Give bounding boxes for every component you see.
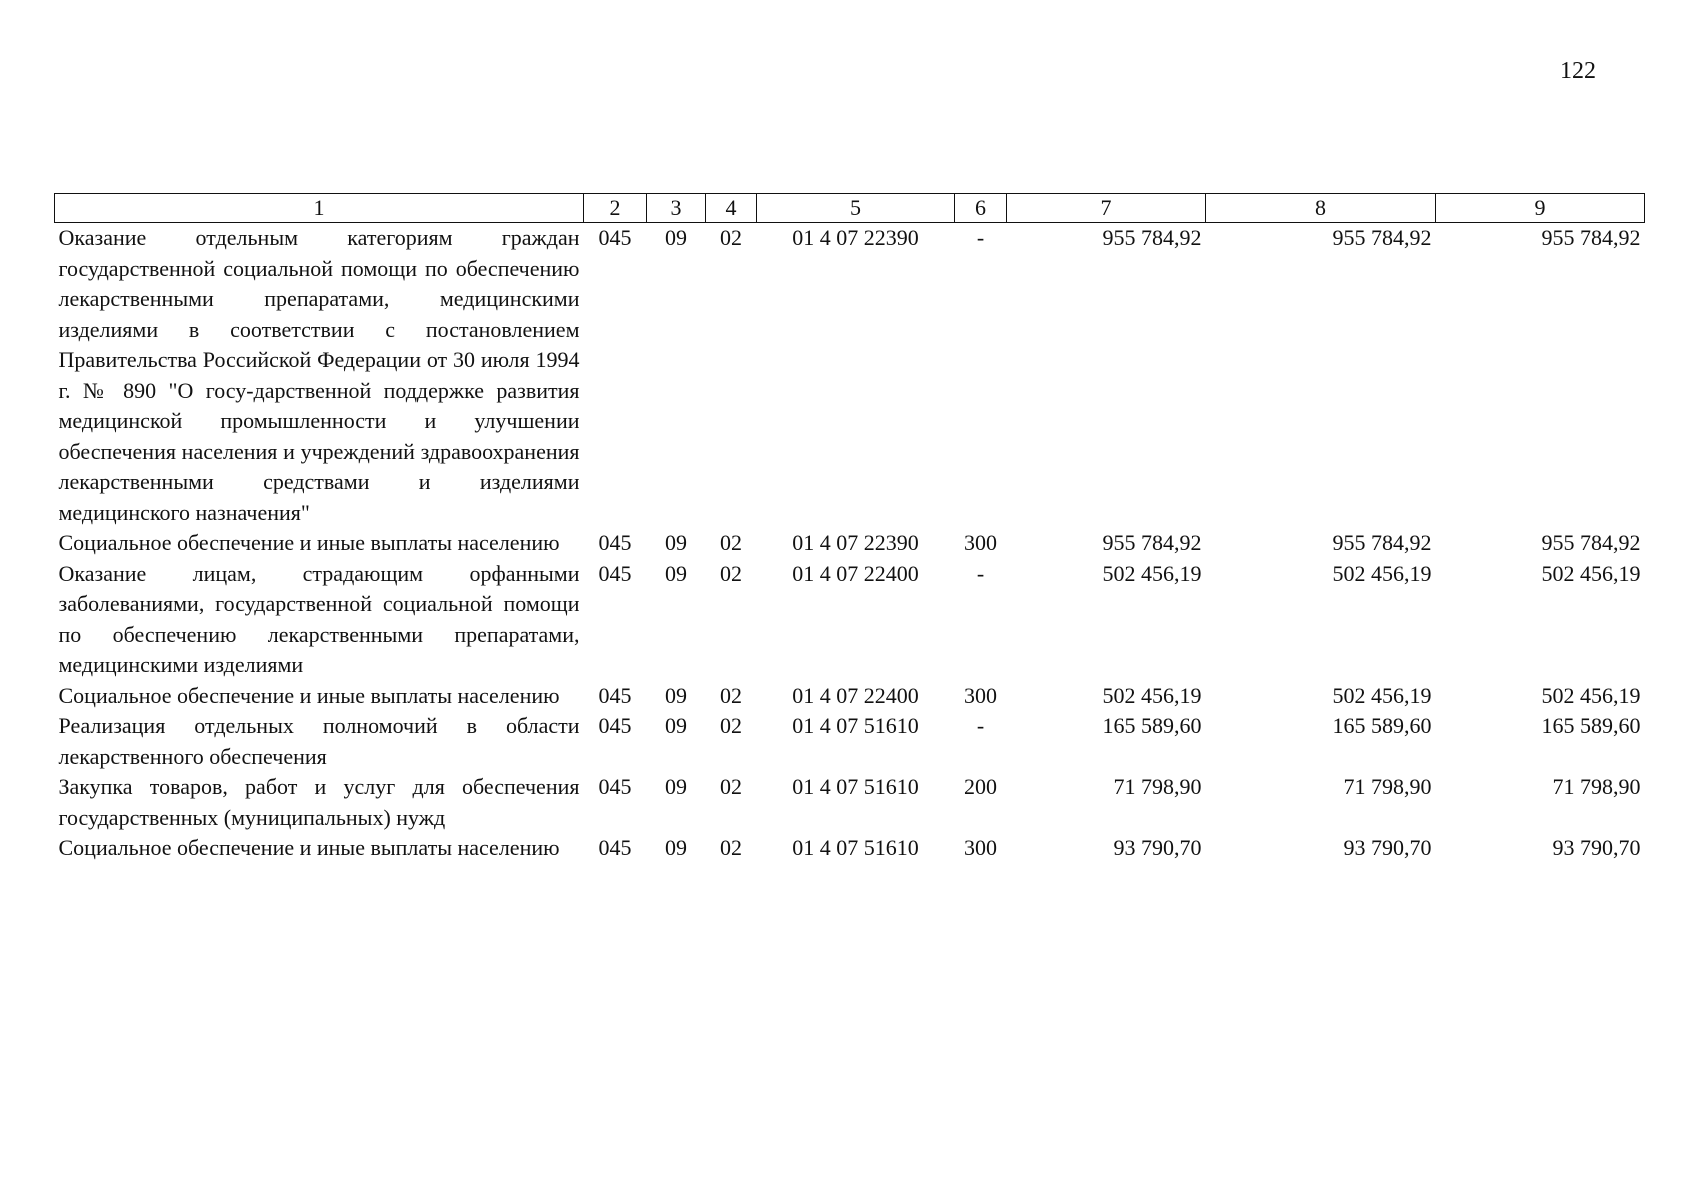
cell-subsection: 02 [720,225,742,250]
cell-subsection: 02 [720,560,742,586]
cell-target-article: 01 4 07 51610 [792,774,919,799]
cell-amount-7: 165 589,60 [1102,713,1202,738]
table-row [55,223,1645,529]
cell-target-article: 01 4 07 22390 [792,530,919,555]
cell-amount-7: 955 784,92 [1102,530,1202,555]
cell-amount-7: 502 456,19 [1102,682,1202,708]
cell-target-article: 01 4 07 22390 [792,225,919,250]
cell-admin-code: 045 [598,774,632,799]
header-row [55,194,1645,223]
cell-admin-code: 045 [598,225,632,250]
cell-amount-8: 502 456,19 [1332,560,1432,586]
budget-table [54,193,1645,864]
table-row [55,559,1645,681]
cell-amount-8: 955 784,92 [1332,225,1432,250]
cell-amount-9: 93 790,70 [1552,835,1641,860]
table-row [55,772,1645,833]
cell-section: 09 [665,682,687,708]
row-description: Социальное обеспечение и иные выплаты населению [58,835,560,860]
cell-subsection: 02 [720,713,742,738]
cell-target-article: 01 4 07 22400 [792,682,919,708]
row-description: Социальное обеспечение и иные выплаты населению [58,530,560,555]
page-number: 122 [1560,58,1596,84]
cell-subsection: 02 [720,530,742,555]
cell-amount-8: 502 456,19 [1332,682,1432,708]
cell-subsection: 02 [720,682,742,708]
cell-amount-8: 93 790,70 [1343,835,1432,860]
cell-expense-type: - [976,225,985,250]
cell-subsection: 02 [720,835,742,860]
table-row [55,528,1645,559]
column-header: 7 [1007,194,1206,223]
cell-section: 09 [665,530,687,555]
cell-expense-type: 300 [964,835,997,860]
cell-amount-7: 502 456,19 [1102,560,1202,586]
column-header: 4 [706,194,757,223]
cell-amount-9: 502 456,19 [1541,682,1641,708]
row-description: Закупка товаров, работ и услуг для обеспечения государственных (муниципальных) нужд [58,774,580,830]
cell-expense-type: - [976,560,985,586]
row-description: Оказание лицам, страдающим орфанными заболеваниями, государственной социальной помощи по обеспечению лекарственными препаратами, медицинскими изделиями [58,560,580,677]
table-row [55,681,1645,712]
cell-amount-7: 71 798,90 [1113,774,1202,799]
cell-section: 09 [665,225,687,250]
row-description: Социальное обеспечение и иные выплаты населению [58,682,560,708]
cell-admin-code: 045 [598,835,632,860]
cell-section: 09 [665,835,687,860]
cell-amount-8: 165 589,60 [1332,713,1432,738]
cell-subsection: 02 [720,774,742,799]
cell-amount-8: 71 798,90 [1343,774,1432,799]
column-header: 2 [584,194,647,223]
cell-target-article: 01 4 07 51610 [792,713,919,738]
cell-amount-9: 71 798,90 [1552,774,1641,799]
cell-admin-code: 045 [598,530,632,555]
cell-expense-type: 200 [964,774,997,799]
column-header: 1 [55,194,584,223]
cell-amount-8: 955 784,92 [1332,530,1432,555]
column-header: 3 [647,194,706,223]
cell-target-article: 01 4 07 51610 [792,835,919,860]
cell-amount-7: 955 784,92 [1102,225,1202,250]
cell-section: 09 [665,713,687,738]
cell-amount-9: 955 784,92 [1541,530,1641,555]
cell-admin-code: 045 [598,713,632,738]
row-description: Реализация отдельных полномочий в области лекарственного обеспечения [58,713,580,769]
column-header: 6 [955,194,1007,223]
cell-expense-type: - [976,713,985,738]
cell-amount-7: 93 790,70 [1113,835,1202,860]
table-row [55,833,1645,864]
cell-target-article: 01 4 07 22400 [792,560,919,586]
cell-amount-9: 165 589,60 [1541,713,1641,738]
column-header: 9 [1436,194,1645,223]
cell-section: 09 [665,774,687,799]
cell-amount-9: 502 456,19 [1541,560,1641,586]
column-header: 8 [1206,194,1436,223]
cell-amount-9: 955 784,92 [1541,225,1641,250]
column-header: 5 [757,194,955,223]
cell-section: 09 [665,560,687,586]
cell-admin-code: 045 [598,560,632,586]
cell-admin-code: 045 [598,682,632,708]
table-row [55,711,1645,772]
cell-expense-type: 300 [964,682,997,708]
row-description: Оказание отдельным категориям граждан государственной социальной помощи по обеспечению лекарственными препаратами, медицинскими изделиями в соответствии с постановлением Правительства Российской Федерации от 30 июля 1994 г. № 890 "О госу-дарственной поддержке развития медицинской промышленности и улучшении обеспечения населения и учреждений здравоохранения лекарственными средствами и изделиями медицинского назначения" [58,225,580,525]
cell-expense-type: 300 [964,530,997,555]
